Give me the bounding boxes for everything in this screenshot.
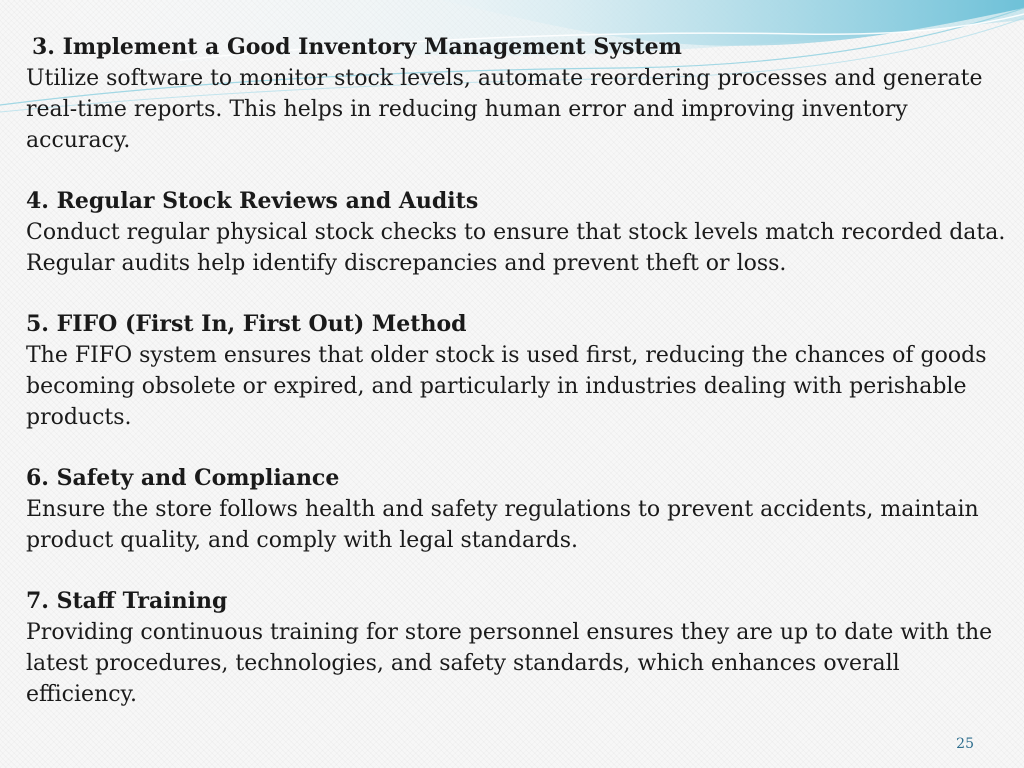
section-title: 5. FIFO (First In, First Out) Method — [26, 311, 467, 337]
section-body: Utilize software to monitor stock levels, automate reordering processes and generate real-time reports. This helps in reducing human error and improving inventory accuracy. — [26, 66, 983, 153]
section-fifo-method — [26, 309, 1016, 433]
page-number: 25 — [956, 736, 974, 752]
section-body: Conduct regular physical stock checks to ensure that stock levels match recorded data. Regular audits help identify discrepancies and prevent theft or loss. — [26, 220, 1006, 276]
section-title: 3. Implement a Good Inventory Management System — [32, 34, 682, 60]
section-inventory-system — [26, 32, 1016, 156]
section-title: 7. Staff Training — [26, 588, 228, 614]
section-body: The FIFO system ensures that older stock is used first, reducing the chances of goods becoming obsolete or expired, and particularly in industries dealing with perishable products. — [26, 343, 987, 430]
section-stock-reviews — [26, 186, 1016, 279]
section-title: 4. Regular Stock Reviews and Audits — [26, 188, 479, 214]
section-title: 6. Safety and Compliance — [26, 465, 340, 491]
section-staff-training — [26, 586, 1016, 710]
section-body: Ensure the store follows health and safety regulations to prevent accidents, maintain product quality, and comply with legal standards. — [26, 497, 979, 553]
slide-content — [26, 32, 1016, 740]
section-safety-compliance — [26, 463, 1016, 556]
section-body: Providing continuous training for store personnel ensures they are up to date with the latest procedures, technologies, and safety standards, which enhances overall efficiency. — [26, 620, 993, 707]
